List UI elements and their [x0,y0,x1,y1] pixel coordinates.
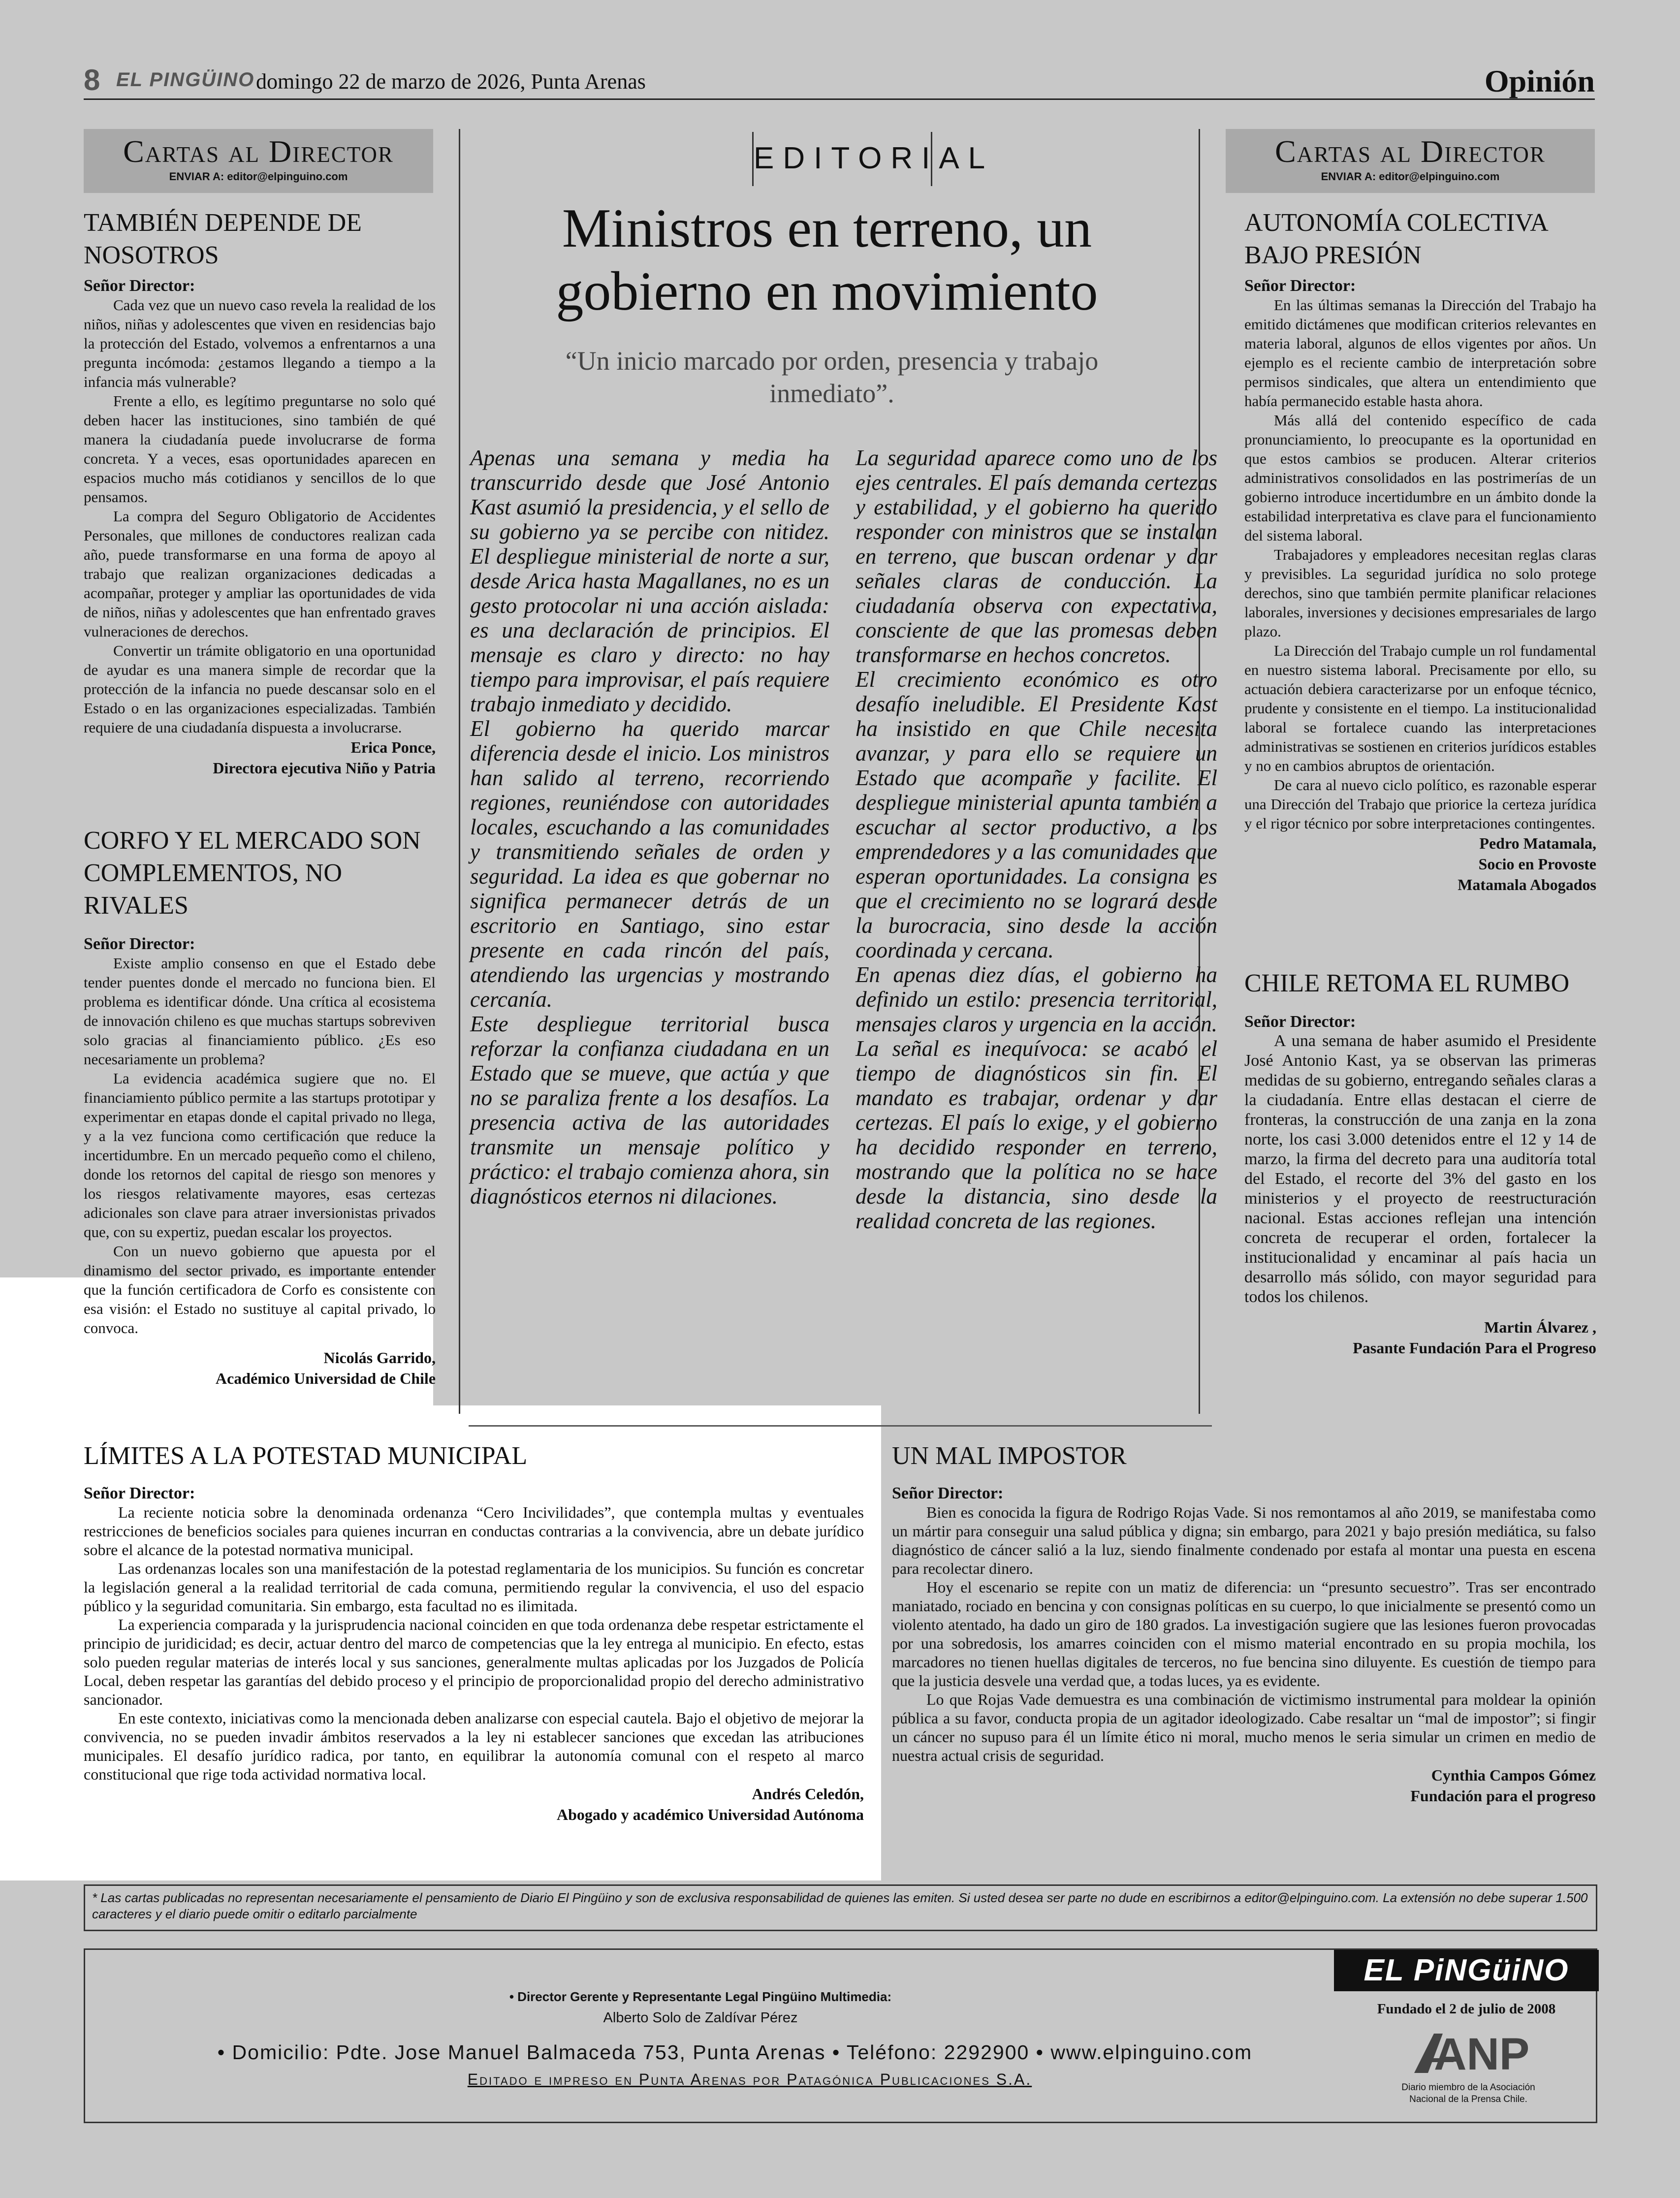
paragraph: A una semana de haber asumido el Presidente José Antonio Kast, ya se observan las primeras medidas de su gobierno, entregando señales claras a la ciudadanía. Entre ellas destacan el cierre de fronteras, la construcción de una zanja en la zona norte, los casi 3.000 detenidos entre el 12 y 14 de marzo, la firma del decreto para una auditoría total del Estado, el recorte del 3% del gasto en los ministerios y el proyecto de reestructuración nacional. Estas acciones reflejan una intención concreta de recuperar el orden, fortalecer la institucionalidad y encaminar al país hacia un desarrollo más sólido, con mayor seguridad para todos los chilenos. [1244,1032,1596,1306]
paragraph: En este contexto, iniciativas como la mencionada deben analizarse con especial cautela. Bajo el objetivo de mejorar la convivencia, no se pueden invadir ámbitos reservados a la ley ni establecer sanciones que excedan las atribuciones municipales. El desafío jurídico radica, por tanto, en equilibrar la autonomía comunal con el respeto al marco constitucional que rige toda actividad normativa local. [84,1709,864,1783]
paragraph: La experiencia comparada y la jurisprudencia nacional coinciden en que toda ordenanza debe respetar estrictamente el principio de juridicidad; es decir, actuar dentro del marco de competencias que la ley entrega al municipio. En efecto, estas solo pueden regular materias de interés local y sus sanciones, generalmente multas aplicadas por los Juzgados de Policía Local, deben respetar las garantías del debido proceso y el principio de proporcionalidad propio del derecho administrativo sancionador. [84,1616,864,1708]
printed-line: Editado e impreso en Punta Arenas por Patagónica Publicaciones S.A. [467,2071,1032,2088]
paragraph: El gobierno ha querido marcar diferencia desde el inicio. Los ministros han salido al terreno, recorriendo regiones, reuniéndose con autoridades locales, escuchando a las comunidades y transmitiendo señales de orden y seguridad. La idea es que gobernar no significa permanecer detrás de un escritorio en Santiago, sino estar presente en cada rincón del país, atendiendo las urgencias y mostrando cercanía. [470,716,829,1012]
letter-body [84,295,436,737]
salutation: Señor Director: [1244,1013,1356,1031]
section-title: Opinión [1484,64,1595,98]
paragraph: El crecimiento económico es otro desafío ineludible. El Presidente Kast ha insistido en que Chile necesita avanzar, y para ello se requiere un Estado que acompañe y facilite. El despliegue ministerial apunta también a escuchar al sector productivo, a los emprendedores y a las comunidades que esperan oportunidades. La consigna es que el crecimiento no se logrará desde la burocracia, sino desde la acción coordinada y cercana. [856,667,1217,962]
anp-caption: Diario miembro de la Asociación Nacional de la Prensa Chile. [1401,2082,1535,2104]
salutation: Señor Director: [84,935,195,953]
paragraph: De cara al nuevo ciclo político, es razonable esperar una Dirección del Trabajo que priorice la certeza jurídica y el rigor técnico por sobre interpretaciones contingentes. [1244,776,1596,832]
signature-role: Pasante Fundación Para el Progreso [1353,1339,1596,1357]
signature-org: Matamala Abogados [1458,876,1596,893]
paragraph: Más allá del contenido específico de cada pronunciamiento, lo preocupante es la oportunidad en que estos cambios se producen. Alterar criterios administrativos consolidados en las postrimerías de un gobierno introduce incertidumbre en un ámbito donde la estabilidad interpretativa es clave para el funcionamiento del sistema laboral. [1244,412,1596,544]
letter-title: CHILE RETOMA EL RUMBO [1244,969,1570,997]
letter-title: LÍMITES A LA POTESTAD MUNICIPAL [84,1442,528,1470]
signature-role: Socio en Provoste [1478,855,1596,873]
page-header [84,59,1595,100]
paragraph: Este despliegue territorial busca reforzar la confianza ciudadana en un Estado que se mueve, que actúa y que no se paraliza frente a los desafíos. La presencia activa de las autoridades transmite un mensaje político y práctico: el trabajo comienza ahora, sin diagnósticos eternos ni dilaciones. [470,1012,829,1209]
letter-3 [1244,207,1596,895]
paragraph: Las ordenanzas locales son una manifestación de la potestad reglamentaria de los municipios. Su función es concretar la legislación general a la realidad territorial de cada comuna, permitiendo regular la convivencia, el uso del espacio público y la seguridad comunitaria. Sin embargo, esta facultad no es ilimitada. [84,1560,864,1615]
masthead: EL PINGÜINO [116,69,255,91]
cartas-box-right [1226,129,1595,193]
letter-title: UN MAL IMPOSTOR [892,1442,1127,1470]
paragraph: Apenas una semana y media ha transcurrido desde que José Antonio Kast asumió la presidencia, y el sello de su gobierno ya se percibe con nitidez. El despliegue ministerial de norte a sur, desde Arica hasta Magallanes, no es un gesto protocolar ni una acción aislada: es una declaración de principios. El mensaje es claro y directo: no hay tiempo para improvisar, el país requiere trabajo inmediato y decidido. [470,446,829,716]
paragraph: Convertir un trámite obligatorio en una oportunidad de ayudar es una manera simple de recordar que la protección de la infancia no puede descansar solo en el Estado o en las organizaciones especializadas. También requiere de una ciudadanía dispuesta a involucrarse. [84,642,436,736]
cartas-email[interactable]: ENVIAR A: editor@elpinguino.com [1321,170,1500,183]
letter-body [84,1503,864,1784]
paragraph: En apenas diez días, el gobierno ha definido un estilo: presencia territorial, mensajes claros y urgencia en la acción. La señal es inequívoca: se acabó el tiempo de diagnósticos sin fin. El mandato es trabajar, ordenar y dar certezas. El país lo exige, y el gobierno ha decidido responder en terreno, mostrando que la política no se hace desde la distancia, sino desde la realidad concreta de las regiones. [856,962,1217,1233]
page-number: 8 [84,64,100,96]
letter-6 [892,1440,1596,1806]
editorial-label: EDITORIAL [754,141,994,175]
paragraph: Lo que Rojas Vade demuestra es una combinación de victimismo instrumental para moldear la opinión pública a su favor, conducta propia de un agitador ideologizado. Cabe resaltar un “mal de impostor”; si fingir un cáncer no supuso para él un límite ético ni moral, mucho menos le seria simular un crimen en medio de nuestra actual crisis de seguridad. [892,1690,1596,1764]
signature-name: Andrés Celedón, [752,1785,864,1803]
letter-4 [1244,967,1596,1358]
editorial-subhead: “Un inicio marcado por orden, presencia y trabajo inmediato”. [565,346,1099,408]
signature-role: Directora ejecutiva Niño y Patria [213,759,436,777]
director-name: Alberto Solo de Zaldívar Pérez [603,2010,798,2026]
editorial-headline: Ministros en terreno, un gobierno en movimiento [556,198,1098,322]
signature-role: Fundación para el progreso [1410,1787,1596,1805]
editorial-column-1 [470,446,829,1209]
signature-name: Pedro Matamala, [1479,834,1596,852]
paragraph: Bien es conocida la figura de Rodrigo Rojas Vade. Si nos remontamos al año 2019, se manifestaba como un mártir para conseguir una salud pública y digna; sin embargo, para 2021 y bajo presión mediática, su falso diagnóstico de cáncer salió a la luz, siendo finalmente condenado por estafa al montar una puesta en escena para recolectar dinero. [892,1503,1596,1577]
anp-logo [1404,2024,1532,2078]
salutation: Señor Director: [892,1484,1004,1502]
signature-name: Erica Ponce, [350,738,436,756]
paragraph: En las últimas semanas la Dirección del Trabajo ha emitido dictámenes que modifican criterios relevantes en materia laboral, algunos de ellos vigentes por años. Un ejemplo es el reciente cambio de interpretación sobre permisos sindicales, que altera un entendimiento que había permanecido estable hasta ahora. [1244,296,1596,410]
signature-name: Cynthia Campos Gómez [1431,1766,1596,1784]
cartas-title: Cartas al Director [1275,134,1546,169]
cartas-box-left [84,129,433,193]
letter-2 [84,825,436,1389]
letter-title: TAMBIÉN DEPENDE DE NOSOTROS [84,209,362,269]
disclaimer: * Las cartas publicadas no representan necesariamente el pensamiento de Diario El Pingüino y son de exclusiva responsabilidad de quienes las emiten. Si usted desea ser parte no dude en escribirnos a editor@elpinguino.com. La extensión no debe superar 1.500 caracteres y el diario puede omitir o editarlo parcialmente [84,1884,1597,1931]
paragraph: Frente a ello, es legítimo preguntarse no solo qué deben hacer las instituciones, sino también de qué manera la ciudadanía puede involucrarse de forma concreta. Y a veces, esas oportunidades aparecen en espacios mucho más cotidianos y sencillos de lo que pensamos. [84,392,436,506]
signature-role: Abogado y académico Universidad Autónoma [556,1806,864,1823]
signature-name: Nicolás Garrido, [323,1349,436,1367]
editorial-label-bar [752,132,994,186]
salutation: Señor Director: [84,1484,195,1502]
salutation: Señor Director: [84,277,195,295]
letter-body [84,954,436,1338]
footer-box [84,1948,1597,2123]
letter-1 [84,207,436,778]
signature-name: Martin Álvarez , [1484,1318,1596,1336]
anp-logo-text: ANP [1434,2029,1530,2079]
newspaper-logo: EL PiNGüiNO [1334,1950,1599,1991]
paragraph: Trabajadores y empleadores necesitan reglas claras y previsibles. La seguridad jurídica no solo protege derechos, sino que también permite planificar relaciones laborales, inversiones y decisiones empresariales de largo plazo. [1244,546,1596,640]
divider-horizontal [469,1425,1212,1427]
letter-body [1244,295,1596,833]
cartas-email[interactable]: ENVIAR A: editor@elpinguino.com [169,170,348,183]
paragraph: La reciente noticia sobre la denominada ordenanza “Cero Incivilidades”, que contempla multas y eventuales restricciones de beneficios sociales para quienes incurran en conductas contrarias a la convivencia, abre un debate jurídico sobre el alcance de la potestad normativa municipal. [84,1503,864,1559]
column-divider [459,129,460,1414]
director-label: • Director Gerente y Representante Legal Pingüino Multimedia: [509,1989,892,2004]
salutation: Señor Director: [1244,277,1356,295]
founded-text: Fundado el 2 de julio de 2008 [1377,2001,1556,2017]
paragraph: La Dirección del Trabajo cumple un rol fundamental en nuestro sistema laboral. Precisamente por ello, su actuación debiera caracterizarse por un enfoque técnico, prudente y consistente en el tiempo. La institucionalidad laboral se fortalece cuando las interpretaciones administrativas se sostienen en criterios jurídicos estables y no en cambios abruptos de orientación. [1244,642,1596,774]
paragraph: Existe amplio consenso en que el Estado debe tender puentes donde el mercado no funciona bien. El problema es identificar dónde. Una crítica al ecosistema de innovación chileno es que muchas startups sobreviven solo gracias al financiamiento público. ¿Es eso necesariamente un problema? [84,955,436,1068]
letter-title: CORFO Y EL MERCADO SON COMPLEMENTOS, NO RIVALES [84,827,421,920]
paragraph: La compra del Seguro Obligatorio de Accidentes Personales, que millones de conductores realizan cada año, puede transformarse en una forma de apoyo al trabajo que realizan organizaciones dedicadas a acompañar, proteger y ampliar las oportunidades de vida de niños, niñas y adolescentes que han enfrentado graves vulneraciones de derechos. [84,508,436,640]
paragraph: Con un nuevo gobierno que apuesta por el dinamismo del sector privado, es importante entender que la función certificadora de Corfo es consistente con esa visión: el Estado no sustituye al capital privado, lo convoca. [84,1242,436,1337]
letter-body [892,1503,1596,1765]
dateline: domingo 22 de marzo de 2026, Punta Arenas [256,69,646,94]
paragraph: Cada vez que un nuevo caso revela la realidad de los niños, niñas y adolescentes que viven en residencias bajo la protección del Estado, volvemos a enfrentarnos a una pregunta incómoda: ¿estamos llegando a tiempo a la infancia más vulnerable? [84,296,436,390]
paragraph: La seguridad aparece como uno de los ejes centrales. El país demanda certezas y estabilidad, y el gobierno ha querido responder con ministros que se instalan en terreno, que buscan ordenar y dar señales claras de conducción. La ciudadanía observa con expectativa, consciente de que las promesas deben transformarse en hechos concretos. [856,446,1217,667]
cartas-title: Cartas al Director [123,134,394,169]
paragraph: La evidencia académica sugiere que no. El financiamiento público permite a las startups prototipar y experimentar en etapas donde el capital privado no llega, y a la vez funciona como certificación que reduce la incertidumbre. En un mercado pequeño como el chileno, donde los retornos del capital de riesgo son menores y los riesgos relativamente mayores, esas certezas adicionales son clave para atraer inversionistas privados que, con su expertiz, puedan escalar los proyectos. [84,1070,436,1241]
letter-title: AUTONOMÍA COLECTIVA BAJO PRESIÓN [1244,209,1547,269]
paragraph: Hoy el escenario se repite con un matiz de diferencia: un “presunto secuestro”. Tras ser encontrado maniatado, rociado en bencina y con consignas políticas en su cuerpo, lo que inicialmente se presentó como un violento atentado, ha dado un giro de 180 grados. La investigación sugiere que las lesiones fueron provocadas por una sobredosis, los amarres coinciden con el mismo material encontrado en su propia mochila, los marcadores no tienen huellas digitales de terceros, no fue bencina sino diluyente. Es cuestión de tiempo para que la justicia desvele una verdad que, a todas luces, ya es evidente. [892,1578,1596,1689]
editorial-column-2 [856,446,1217,1233]
letter-5 [84,1440,864,1825]
signature-role: Académico Universidad de Chile [215,1370,436,1387]
address-line: • Domicilio: Pdte. Jose Manuel Balmaceda 753, Punta Arenas • Teléfono: 2292900 • www.elpinguino.com [217,2041,1253,2064]
letter-body [1244,1031,1596,1307]
